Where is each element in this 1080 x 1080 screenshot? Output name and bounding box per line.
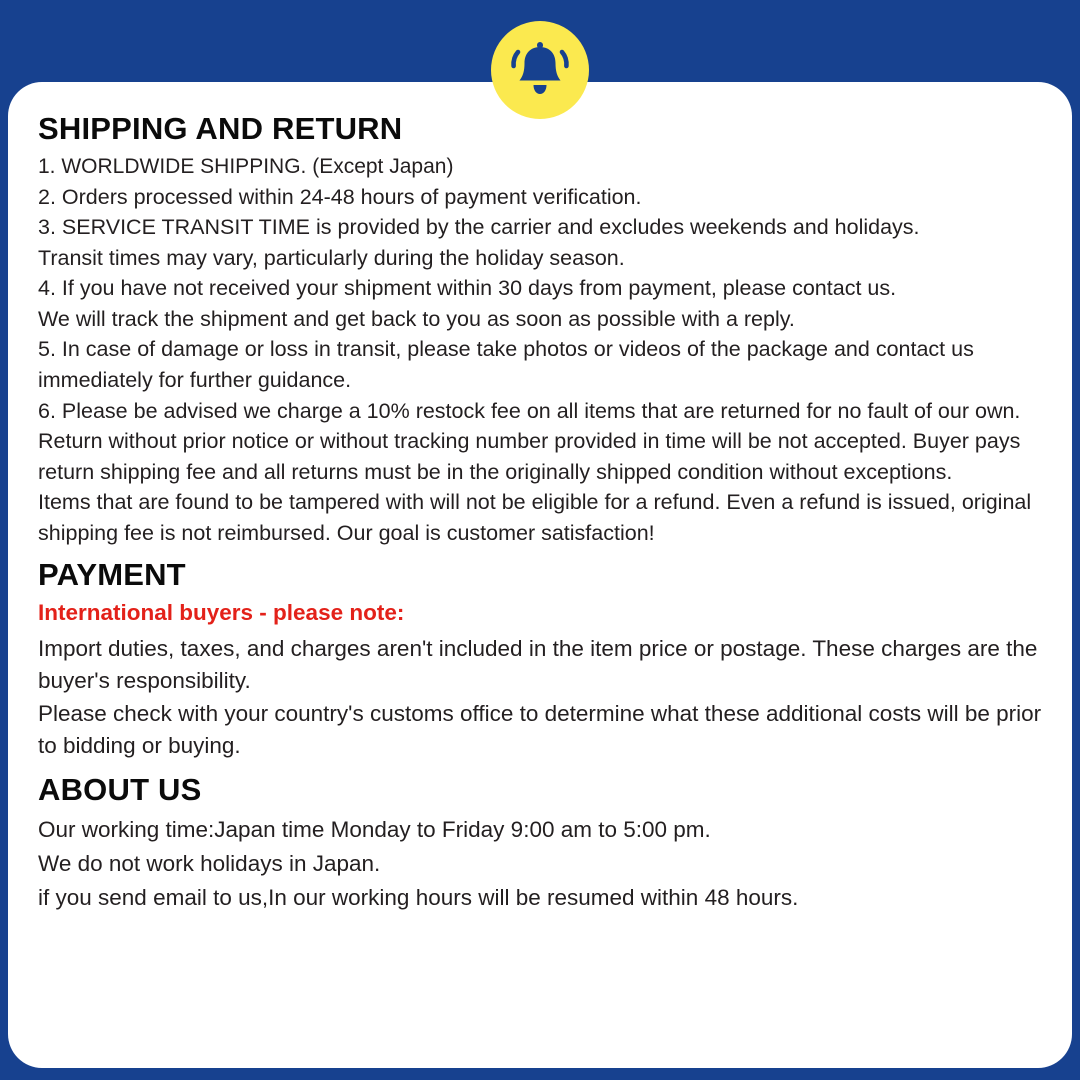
bell-icon [509, 40, 571, 100]
bell-badge [491, 21, 589, 119]
page-title-about: ABOUT US [38, 772, 202, 808]
about-line-3: if you send email to us,In our working hours will be resumed within 48 hours. [38, 884, 799, 910]
page-title-shipping: SHIPPING AND RETURN [38, 111, 403, 146]
content-card [8, 82, 1072, 1068]
shipping-paragraph-6: 6. Please be advised we charge a 10% restock fee on all items that are returned for no fault of our own. Return without prior notice or without tracking number provided in time will be not accepted. Buyer pays return shipping fee and all returns must be in the originally shipped condition without exceptions. [38, 398, 1021, 484]
shipping-line-3: 3. SERVICE TRANSIT TIME is provided by the carrier and excludes weekends and holidays. [38, 215, 920, 240]
payment-note: International buyers - please note: [38, 600, 405, 626]
shipping-line-6: We will track the shipment and get back to you as soon as possible with a reply. [38, 306, 795, 331]
payment-paragraph-1: Import duties, taxes, and charges aren't included in the item price or postage. These charges are the buyer's responsibility. [38, 635, 1038, 694]
shipping-line-2: 2. Orders processed within 24-48 hours of payment verification. [38, 184, 642, 209]
shipping-paragraph-5: 5. In case of damage or loss in transit, please take photos or videos of the package and contact us immediately for further guidance. [38, 337, 974, 392]
about-line-2: We do not work holidays in Japan. [38, 850, 381, 876]
shipping-paragraph-tamper: Items that are found to be tampered with will not be eligible for a refund. Even a refund is issued, original shipping fee is not reimbursed. Our goal is customer satisfaction! [38, 490, 1032, 545]
shipping-line-4: Transit times may vary, particularly during the holiday season. [38, 245, 625, 270]
shipping-line-1: 1. WORLDWIDE SHIPPING. (Except Japan) [38, 155, 454, 179]
about-line-1: Our working time:Japan time Monday to Friday 9:00 am to 5:00 pm. [38, 817, 711, 843]
shipping-line-5: 4. If you have not received your shipment within 30 days from payment, please contact us. [38, 276, 897, 301]
page-title-payment: PAYMENT [38, 557, 186, 593]
payment-paragraph-2: Please check with your country's customs office to determine what these additional costs will be prior to bidding or buying. [38, 700, 1042, 759]
